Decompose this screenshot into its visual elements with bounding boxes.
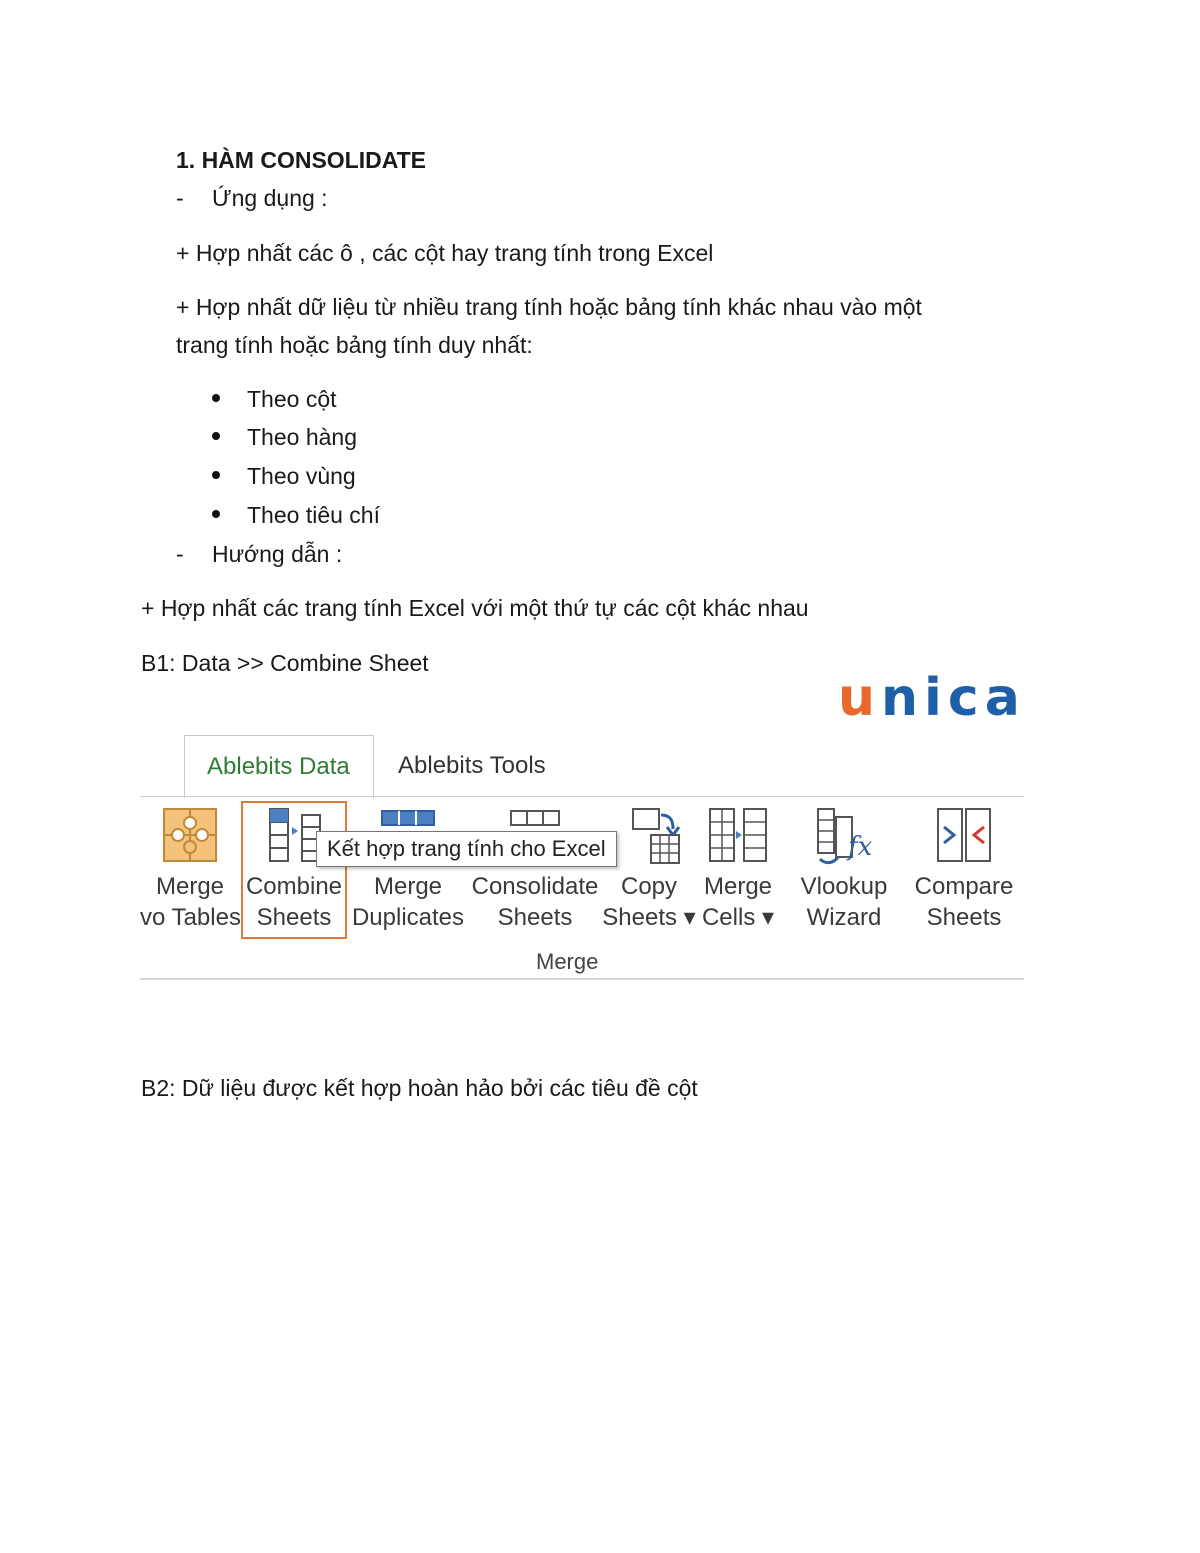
section-heading: 1. HÀM CONSOLIDATE — [176, 147, 427, 173]
excel-ribbon — [140, 735, 1024, 983]
paragraph-line: + Hợp nhất các ô , các cột hay trang tính trong Excel — [176, 240, 714, 266]
tab-ablebits-data[interactable] — [184, 735, 374, 798]
step-1-text: B1: Data >> Combine Sheet — [141, 650, 429, 676]
tab-label: Ablebits Data — [207, 753, 350, 780]
tab-label: Ablebits Tools — [398, 752, 546, 779]
list-item: Theo vùng — [247, 463, 356, 489]
vlookup-icon — [812, 805, 876, 865]
button-label-line1: Copy — [620, 873, 678, 900]
button-label-line1: Merge — [155, 873, 225, 900]
combine-sheets-button[interactable] — [243, 805, 345, 945]
list-item: Theo hàng — [247, 424, 357, 450]
consolidate-sheets-button[interactable] — [468, 805, 602, 945]
vlookup-wizard-button[interactable] — [790, 805, 898, 945]
bullet-icon — [212, 432, 220, 440]
button-label-line2: Wizard — [806, 904, 882, 931]
button-label-line1: Compare — [914, 873, 1014, 900]
logo-letter-u: u — [838, 668, 882, 728]
dash-marker: - — [176, 541, 184, 567]
list-item: Theo tiêu chí — [247, 502, 380, 528]
merge-cells-icon — [706, 805, 770, 865]
ribbon-divider — [140, 978, 1024, 980]
unica-logo — [838, 668, 1026, 728]
logo-letters: nica — [881, 668, 1026, 728]
paragraph-line: trang tính hoặc bảng tính duy nhất: — [176, 332, 533, 358]
merge-tables-button[interactable] — [140, 805, 240, 945]
tab-ablebits-tools[interactable] — [398, 751, 546, 781]
paragraph-line: + Hợp nhất dữ liệu từ nhiều trang tính hoặc bảng tính khác nhau vào một — [176, 294, 922, 320]
dash-marker: - — [176, 185, 184, 211]
bullet-icon — [212, 394, 220, 402]
button-label-line2: vo Tables — [140, 904, 241, 931]
button-label-line2: Sheets — [926, 904, 1002, 931]
bullet-icon — [212, 471, 220, 479]
button-label-line2: Sheets — [497, 904, 573, 931]
button-label-line1: Combine — [245, 873, 343, 900]
compare-icon — [932, 805, 996, 865]
button-label-line2: Sheets — [256, 904, 332, 931]
button-label-line1: Vlookup — [800, 873, 888, 900]
merge-cells-button[interactable] — [696, 805, 780, 945]
button-label-line2: Sheets ▾ — [602, 904, 696, 931]
button-label-line2: Cells ▾ — [701, 904, 775, 931]
bullet-icon — [212, 510, 220, 518]
button-label-line2: Duplicates — [351, 904, 465, 931]
merge-duplicates-button[interactable] — [350, 805, 466, 945]
button-label-line1: Consolidate — [471, 873, 599, 900]
copy-sheets-button[interactable] — [602, 805, 696, 945]
copy-sheets-icon — [617, 805, 681, 865]
combine-tooltip: Kết hợp trang tính cho Excel — [316, 831, 617, 867]
paragraph-line: + Hợp nhất các trang tính Excel với một thứ tự các cột khác nhau — [141, 595, 809, 621]
merge-group-label: Merge — [536, 949, 599, 974]
button-label-line1: Merge — [373, 873, 443, 900]
step-2-text: B2: Dữ liệu được kết hợp hoàn hảo bởi các tiêu đề cột — [141, 1075, 698, 1101]
puzzle-icon — [160, 805, 220, 865]
application-label: Ứng dụng : — [212, 185, 328, 211]
ribbon-divider — [140, 796, 1024, 797]
svg-text:fx: fx — [848, 832, 873, 862]
guide-label: Hướng dẫn : — [212, 541, 343, 567]
button-label-line1: Merge — [703, 873, 773, 900]
compare-sheets-button[interactable] — [904, 805, 1024, 945]
list-item: Theo cột — [247, 386, 337, 412]
